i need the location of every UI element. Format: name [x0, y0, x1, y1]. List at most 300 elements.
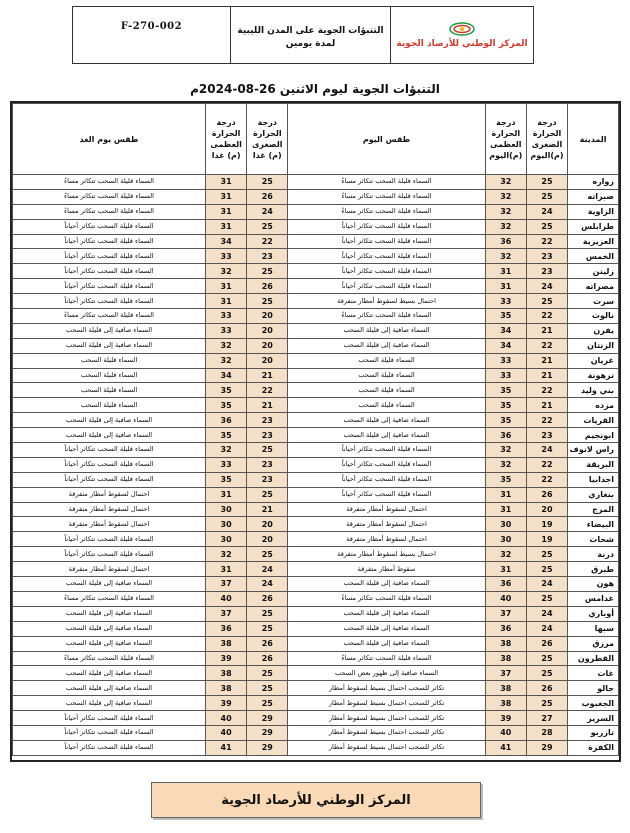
city-cell: الزاوية [568, 204, 619, 219]
weather-tomorrow-cell: السماء قليلة السحب تتكاثر مساءً [13, 309, 206, 324]
min-today-cell: 22 [526, 234, 567, 249]
weather-tomorrow-cell: السماء قليلة السحب تتكاثر مساءً [13, 591, 206, 606]
page-title: التنبؤات الجوية ليوم الاثنين 26-08-2024م [190, 82, 440, 96]
min-tomorrow-cell: 20 [247, 323, 288, 338]
min-tomorrow-cell: 22 [247, 383, 288, 398]
max-today-cell: 31 [485, 279, 526, 294]
max-today-cell: 35 [485, 383, 526, 398]
max-tomorrow-cell: 31 [206, 294, 247, 309]
col-header-min-today: درجة الحرارة الصغرى (م)اليوم [526, 104, 567, 175]
table-row [13, 681, 619, 696]
weather-tomorrow-cell: السماء قليلة السحب تتكاثر أحياناً [13, 219, 206, 234]
weather-tomorrow-cell: السماء صافية إلى قليلة السحب [13, 606, 206, 621]
weather-today-cell: السماء قليلة السحب تتكاثر أحياناً [288, 249, 485, 264]
city-cell: بنغازي [568, 487, 619, 502]
max-tomorrow-cell: 30 [206, 502, 247, 517]
city-cell: الزنتان [568, 338, 619, 353]
max-tomorrow-cell: 35 [206, 383, 247, 398]
city-cell: غات [568, 666, 619, 681]
max-today-cell: 40 [485, 725, 526, 740]
max-today-cell: 40 [485, 591, 526, 606]
min-today-cell: 24 [526, 204, 567, 219]
weather-today-cell: السماء قليلة السحب تتكاثر أحياناً [288, 219, 485, 234]
min-tomorrow-cell: 20 [247, 517, 288, 532]
min-tomorrow-cell: 29 [247, 711, 288, 726]
weather-today-cell: سقوط أمطار متفرقة [288, 562, 485, 577]
weather-today-cell: السماء قليلة السحب تتكاثر مساءً [288, 204, 485, 219]
col-header-min-tomorrow: درجة الحرارة الصغرى (م) غدا [247, 104, 288, 175]
min-today-cell: 19 [526, 517, 567, 532]
city-cell: ابونجيم [568, 428, 619, 443]
min-tomorrow-cell: 21 [247, 502, 288, 517]
min-today-cell: 22 [526, 309, 567, 324]
city-cell: البيضاء [568, 517, 619, 532]
max-today-cell: 33 [485, 353, 526, 368]
max-today-cell: 30 [485, 532, 526, 547]
max-tomorrow-cell: 32 [206, 353, 247, 368]
document-header [72, 6, 534, 64]
min-today-cell: 21 [526, 398, 567, 413]
city-cell: الجغبوب [568, 696, 619, 711]
weather-today-cell: السماء صافية إلى قليلة السحب [288, 323, 485, 338]
min-today-cell: 25 [526, 175, 567, 190]
max-tomorrow-cell: 34 [206, 234, 247, 249]
city-cell: اجدابيا [568, 472, 619, 487]
min-today-cell: 28 [526, 725, 567, 740]
city-cell: يفرن [568, 323, 619, 338]
min-tomorrow-cell: 21 [247, 368, 288, 383]
max-tomorrow-cell: 35 [206, 428, 247, 443]
min-tomorrow-cell: 25 [247, 666, 288, 681]
weather-today-cell: السماء صافية إلى قليلة السحب [288, 606, 485, 621]
max-tomorrow-cell: 33 [206, 457, 247, 472]
weather-tomorrow-cell: احتمال لسقوط أمطار متفرقة [13, 517, 206, 532]
max-tomorrow-cell: 40 [206, 591, 247, 606]
weather-tomorrow-cell: السماء قليلة السحب تتكاثر أحياناً [13, 457, 206, 472]
min-today-cell: 25 [526, 651, 567, 666]
max-tomorrow-cell: 38 [206, 681, 247, 696]
min-today-cell: 25 [526, 219, 567, 234]
forecast-table [12, 103, 619, 756]
city-cell: غدامس [568, 591, 619, 606]
weather-today-cell: السماء قليلة السحب تتكاثر أحياناً [288, 487, 485, 502]
weather-tomorrow-cell: السماء قليلة السحب تتكاثر أحياناً [13, 279, 206, 294]
max-today-cell: 34 [485, 323, 526, 338]
max-tomorrow-cell: 39 [206, 696, 247, 711]
min-tomorrow-cell: 26 [247, 591, 288, 606]
max-tomorrow-cell: 31 [206, 175, 247, 190]
min-tomorrow-cell: 26 [247, 279, 288, 294]
col-header-max-tomorrow: درجة الحرارة العظمى (م) غدا [206, 104, 247, 175]
min-today-cell: 23 [526, 249, 567, 264]
header-title [231, 7, 391, 63]
min-today-cell: 19 [526, 532, 567, 547]
weather-today-cell: السماء قليلة السحب [288, 398, 485, 413]
city-cell: راس لانوف [568, 443, 619, 458]
table-row [13, 547, 619, 562]
max-tomorrow-cell: 38 [206, 666, 247, 681]
table-row [13, 294, 619, 309]
min-tomorrow-cell: 20 [247, 309, 288, 324]
min-today-cell: 29 [526, 740, 567, 755]
table-header-row [13, 104, 619, 175]
table-row [13, 309, 619, 324]
city-cell: ترهونة [568, 368, 619, 383]
max-today-cell: 38 [485, 696, 526, 711]
max-tomorrow-cell: 41 [206, 740, 247, 755]
city-cell: القريات [568, 413, 619, 428]
max-today-cell: 32 [485, 443, 526, 458]
weather-today-cell: السماء قليلة السحب تتكاثر أحياناً [288, 234, 485, 249]
min-tomorrow-cell: 23 [247, 249, 288, 264]
weather-today-cell: السماء قليلة السحب تتكاثر مساءً [288, 189, 485, 204]
weather-tomorrow-cell: السماء قليلة السحب [13, 398, 206, 413]
max-today-cell: 35 [485, 472, 526, 487]
weather-today-cell: السماء قليلة السحب تتكاثر مساءً [288, 309, 485, 324]
min-today-cell: 22 [526, 413, 567, 428]
weather-tomorrow-cell: السماء قليلة السحب تتكاثر أحياناً [13, 532, 206, 547]
table-row [13, 175, 619, 190]
min-today-cell: 26 [526, 636, 567, 651]
weather-today-cell: تكاثر للسحب احتمال بسيط لسقوط أمطار [288, 696, 485, 711]
table-row [13, 696, 619, 711]
weather-tomorrow-cell: السماء قليلة السحب تتكاثر أحياناً [13, 234, 206, 249]
city-cell: السرير [568, 711, 619, 726]
weather-tomorrow-cell: احتمال لسقوط أمطار متفرقة [13, 487, 206, 502]
min-tomorrow-cell: 24 [247, 204, 288, 219]
city-cell: أوباري [568, 606, 619, 621]
max-today-cell: 39 [485, 711, 526, 726]
weather-today-cell: السماء قليلة السحب [288, 368, 485, 383]
min-today-cell: 20 [526, 502, 567, 517]
weather-tomorrow-cell: السماء صافية إلى قليلة السحب [13, 413, 206, 428]
weather-today-cell: السماء قليلة السحب تتكاثر أحياناً [288, 457, 485, 472]
min-today-cell: 25 [526, 294, 567, 309]
min-tomorrow-cell: 23 [247, 457, 288, 472]
min-today-cell: 25 [526, 666, 567, 681]
min-tomorrow-cell: 24 [247, 577, 288, 592]
min-tomorrow-cell: 25 [247, 443, 288, 458]
weather-tomorrow-cell: السماء صافية إلى قليلة السحب [13, 636, 206, 651]
weather-tomorrow-cell: السماء قليلة السحب [13, 353, 206, 368]
weather-today-cell: السماء صافية إلى قليلة السحب [288, 413, 485, 428]
table-row [13, 666, 619, 681]
weather-today-cell: السماء صافية إلى قليلة السحب [288, 621, 485, 636]
min-tomorrow-cell: 25 [247, 621, 288, 636]
table-row [13, 621, 619, 636]
max-today-cell: 32 [485, 204, 526, 219]
weather-today-cell: السماء قليلة السحب تتكاثر مساءً [288, 651, 485, 666]
min-today-cell: 22 [526, 338, 567, 353]
min-today-cell: 24 [526, 279, 567, 294]
max-today-cell: 38 [485, 636, 526, 651]
min-tomorrow-cell: 20 [247, 532, 288, 547]
max-tomorrow-cell: 39 [206, 651, 247, 666]
city-cell: القطرون [568, 651, 619, 666]
max-today-cell: 31 [485, 487, 526, 502]
min-tomorrow-cell: 20 [247, 338, 288, 353]
min-today-cell: 22 [526, 383, 567, 398]
max-today-cell: 32 [485, 249, 526, 264]
weather-tomorrow-cell: السماء قليلة السحب تتكاثر مساءً [13, 189, 206, 204]
max-tomorrow-cell: 40 [206, 711, 247, 726]
max-today-cell: 36 [485, 234, 526, 249]
weather-today-cell: السماء قليلة السحب تتكاثر أحياناً [288, 264, 485, 279]
city-cell: مصراته [568, 279, 619, 294]
table-row [13, 413, 619, 428]
weather-tomorrow-cell: السماء قليلة السحب [13, 368, 206, 383]
weather-tomorrow-cell: السماء صافية إلى قليلة السحب [13, 696, 206, 711]
min-tomorrow-cell: 25 [247, 264, 288, 279]
forecast-table-wrapper [10, 101, 621, 762]
weather-tomorrow-cell: احتمال لسقوط أمطار متفرقة [13, 562, 206, 577]
weather-today-cell: السماء قليلة السحب [288, 383, 485, 398]
min-today-cell: 21 [526, 368, 567, 383]
table-row [13, 725, 619, 740]
max-today-cell: 32 [485, 457, 526, 472]
max-today-cell: 33 [485, 294, 526, 309]
table-row [13, 517, 619, 532]
max-tomorrow-cell: 31 [206, 189, 247, 204]
city-cell: جالو [568, 681, 619, 696]
weather-today-cell: السماء قليلة السحب تتكاثر أحياناً [288, 279, 485, 294]
min-tomorrow-cell: 21 [247, 398, 288, 413]
table-row [13, 711, 619, 726]
max-today-cell: 35 [485, 398, 526, 413]
table-row [13, 457, 619, 472]
min-today-cell: 25 [526, 562, 567, 577]
table-row [13, 562, 619, 577]
min-tomorrow-cell: 26 [247, 189, 288, 204]
table-row [13, 323, 619, 338]
min-tomorrow-cell: 25 [247, 294, 288, 309]
weather-today-cell: السماء صافية إلى قليلة السحب [288, 338, 485, 353]
max-tomorrow-cell: 31 [206, 279, 247, 294]
max-today-cell: 35 [485, 309, 526, 324]
max-tomorrow-cell: 38 [206, 636, 247, 651]
weather-tomorrow-cell: السماء قليلة السحب تتكاثر أحياناً [13, 547, 206, 562]
city-cell: سرت [568, 294, 619, 309]
max-tomorrow-cell: 34 [206, 368, 247, 383]
table-row [13, 577, 619, 592]
weather-today-cell: تكاثر للسحب احتمال بسيط لسقوط أمطار [288, 681, 485, 696]
weather-today-cell: احتمال لسقوط أمطار متفرقة [288, 532, 485, 547]
table-row [13, 487, 619, 502]
city-cell: هون [568, 577, 619, 592]
org-name: المركز الوطني للأرصاد الجوية [396, 39, 528, 49]
weather-today-cell: احتمال بسيط لسقوط أمطار متفرقة [288, 547, 485, 562]
weather-today-cell: تكاثر للسحب احتمال بسيط لسقوط أمطار [288, 711, 485, 726]
min-tomorrow-cell: 23 [247, 413, 288, 428]
weather-today-cell: السماء صافية إلى قليلة السحب [288, 636, 485, 651]
weather-tomorrow-cell: السماء قليلة السحب [13, 383, 206, 398]
table-row [13, 338, 619, 353]
weather-tomorrow-cell: السماء صافية إلى قليلة السحب [13, 428, 206, 443]
max-today-cell: 32 [485, 547, 526, 562]
min-tomorrow-cell: 24 [247, 562, 288, 577]
weather-tomorrow-cell: احتمال لسقوط أمطار متفرقة [13, 502, 206, 517]
min-tomorrow-cell: 25 [247, 696, 288, 711]
max-tomorrow-cell: 37 [206, 577, 247, 592]
max-today-cell: 31 [485, 264, 526, 279]
table-row [13, 398, 619, 413]
city-cell: الخمس [568, 249, 619, 264]
table-row [13, 636, 619, 651]
weather-tomorrow-cell: السماء صافية إلى قليلة السحب [13, 577, 206, 592]
city-cell: تازربو [568, 725, 619, 740]
min-today-cell: 24 [526, 577, 567, 592]
max-tomorrow-cell: 32 [206, 443, 247, 458]
max-today-cell: 36 [485, 428, 526, 443]
table-row [13, 264, 619, 279]
max-today-cell: 30 [485, 517, 526, 532]
min-today-cell: 24 [526, 621, 567, 636]
min-today-cell: 23 [526, 264, 567, 279]
min-tomorrow-cell: 25 [247, 681, 288, 696]
table-row [13, 368, 619, 383]
table-row [13, 443, 619, 458]
city-cell: الكفرة [568, 740, 619, 755]
city-cell: المرج [568, 502, 619, 517]
weather-today-cell: السماء قليلة السحب تتكاثر أحياناً [288, 472, 485, 487]
min-tomorrow-cell: 25 [247, 487, 288, 502]
footer-org-name: المركز الوطني للأرصاد الجوية [221, 792, 411, 808]
city-cell: شحات [568, 532, 619, 547]
city-cell: مزده [568, 398, 619, 413]
table-row [13, 249, 619, 264]
city-cell: صبراته [568, 189, 619, 204]
table-row [13, 651, 619, 666]
city-cell: غريان [568, 353, 619, 368]
min-today-cell: 25 [526, 189, 567, 204]
max-tomorrow-cell: 30 [206, 532, 247, 547]
table-row [13, 383, 619, 398]
table-row [13, 532, 619, 547]
table-row [13, 234, 619, 249]
city-cell: بني وليد [568, 383, 619, 398]
min-today-cell: 26 [526, 681, 567, 696]
header-title-line1: التنبؤات الجوية على المدن الليبية [237, 26, 384, 36]
weather-tomorrow-cell: السماء قليلة السحب تتكاثر أحياناً [13, 711, 206, 726]
min-today-cell: 24 [526, 443, 567, 458]
table-row [13, 279, 619, 294]
min-tomorrow-cell: 25 [247, 606, 288, 621]
min-tomorrow-cell: 23 [247, 472, 288, 487]
city-cell: البريقة [568, 457, 619, 472]
min-today-cell: 27 [526, 711, 567, 726]
city-cell: سبها [568, 621, 619, 636]
weather-tomorrow-cell: السماء صافية إلى قليلة السحب [13, 323, 206, 338]
max-tomorrow-cell: 35 [206, 472, 247, 487]
table-row [13, 606, 619, 621]
weather-tomorrow-cell: السماء صافية إلى قليلة السحب [13, 621, 206, 636]
table-row [13, 189, 619, 204]
weather-today-cell: السماء قليلة السحب تتكاثر أحياناً [288, 443, 485, 458]
max-tomorrow-cell: 32 [206, 338, 247, 353]
min-today-cell: 25 [526, 547, 567, 562]
weather-today-cell: السماء صافية إلى ظهور بعض السحب [288, 666, 485, 681]
org-logo-block [391, 7, 533, 63]
table-row [13, 428, 619, 443]
max-today-cell: 38 [485, 681, 526, 696]
min-tomorrow-cell: 29 [247, 740, 288, 755]
weather-today-cell: السماء صافية إلى قليلة السحب [288, 577, 485, 592]
weather-today-cell: تكاثر للسحب احتمال بسيط لسقوط أمطار [288, 740, 485, 755]
max-today-cell: 36 [485, 577, 526, 592]
table-row [13, 502, 619, 517]
min-today-cell: 26 [526, 487, 567, 502]
min-today-cell: 24 [526, 606, 567, 621]
table-row [13, 219, 619, 234]
min-today-cell: 23 [526, 428, 567, 443]
max-today-cell: 35 [485, 413, 526, 428]
min-tomorrow-cell: 25 [247, 175, 288, 190]
weather-logo-icon [448, 21, 476, 37]
max-today-cell: 32 [485, 219, 526, 234]
max-today-cell: 37 [485, 606, 526, 621]
max-today-cell: 37 [485, 666, 526, 681]
min-today-cell: 21 [526, 353, 567, 368]
city-cell: درنة [568, 547, 619, 562]
min-tomorrow-cell: 20 [247, 353, 288, 368]
max-tomorrow-cell: 31 [206, 562, 247, 577]
min-today-cell: 25 [526, 696, 567, 711]
city-cell: نالوت [568, 309, 619, 324]
max-today-cell: 32 [485, 189, 526, 204]
max-tomorrow-cell: 33 [206, 249, 247, 264]
col-header-city: المدينة [568, 104, 619, 175]
table-row [13, 353, 619, 368]
weather-tomorrow-cell: السماء صافية إلى قليلة السحب [13, 338, 206, 353]
max-today-cell: 41 [485, 740, 526, 755]
table-row [13, 204, 619, 219]
max-today-cell: 36 [485, 621, 526, 636]
col-header-weather-tomorrow: طقس يوم الغد [13, 104, 206, 175]
min-today-cell: 22 [526, 457, 567, 472]
weather-tomorrow-cell: السماء قليلة السحب تتكاثر أحياناً [13, 443, 206, 458]
table-row [13, 472, 619, 487]
min-tomorrow-cell: 26 [247, 636, 288, 651]
weather-today-cell: السماء قليلة السحب تتكاثر مساءً [288, 591, 485, 606]
table-row [13, 740, 619, 755]
max-tomorrow-cell: 33 [206, 309, 247, 324]
col-header-max-today: درجة الحرارة العظمى (م)اليوم [485, 104, 526, 175]
max-tomorrow-cell: 32 [206, 264, 247, 279]
city-cell: طبرق [568, 562, 619, 577]
max-tomorrow-cell: 36 [206, 413, 247, 428]
weather-tomorrow-cell: السماء قليلة السحب تتكاثر مساءً [13, 175, 206, 190]
city-cell: طرابلس [568, 219, 619, 234]
weather-today-cell: تكاثر للسحب احتمال بسيط لسقوط أمطار [288, 725, 485, 740]
weather-today-cell: احتمال لسقوط أمطار متفرقة [288, 517, 485, 532]
max-today-cell: 34 [485, 338, 526, 353]
max-tomorrow-cell: 40 [206, 725, 247, 740]
min-today-cell: 22 [526, 472, 567, 487]
max-tomorrow-cell: 37 [206, 606, 247, 621]
max-tomorrow-cell: 31 [206, 487, 247, 502]
max-today-cell: 31 [485, 562, 526, 577]
city-cell: زواره [568, 175, 619, 190]
weather-tomorrow-cell: السماء قليلة السحب تتكاثر أحياناً [13, 249, 206, 264]
city-cell: العزيزية [568, 234, 619, 249]
min-tomorrow-cell: 29 [247, 725, 288, 740]
weather-tomorrow-cell: السماء قليلة السحب تتكاثر مساءً [13, 204, 206, 219]
max-tomorrow-cell: 35 [206, 398, 247, 413]
weather-tomorrow-cell: السماء قليلة السحب تتكاثر أحياناً [13, 725, 206, 740]
max-tomorrow-cell: 31 [206, 219, 247, 234]
table-row [13, 591, 619, 606]
col-header-weather-today: طقس اليوم [288, 104, 485, 175]
